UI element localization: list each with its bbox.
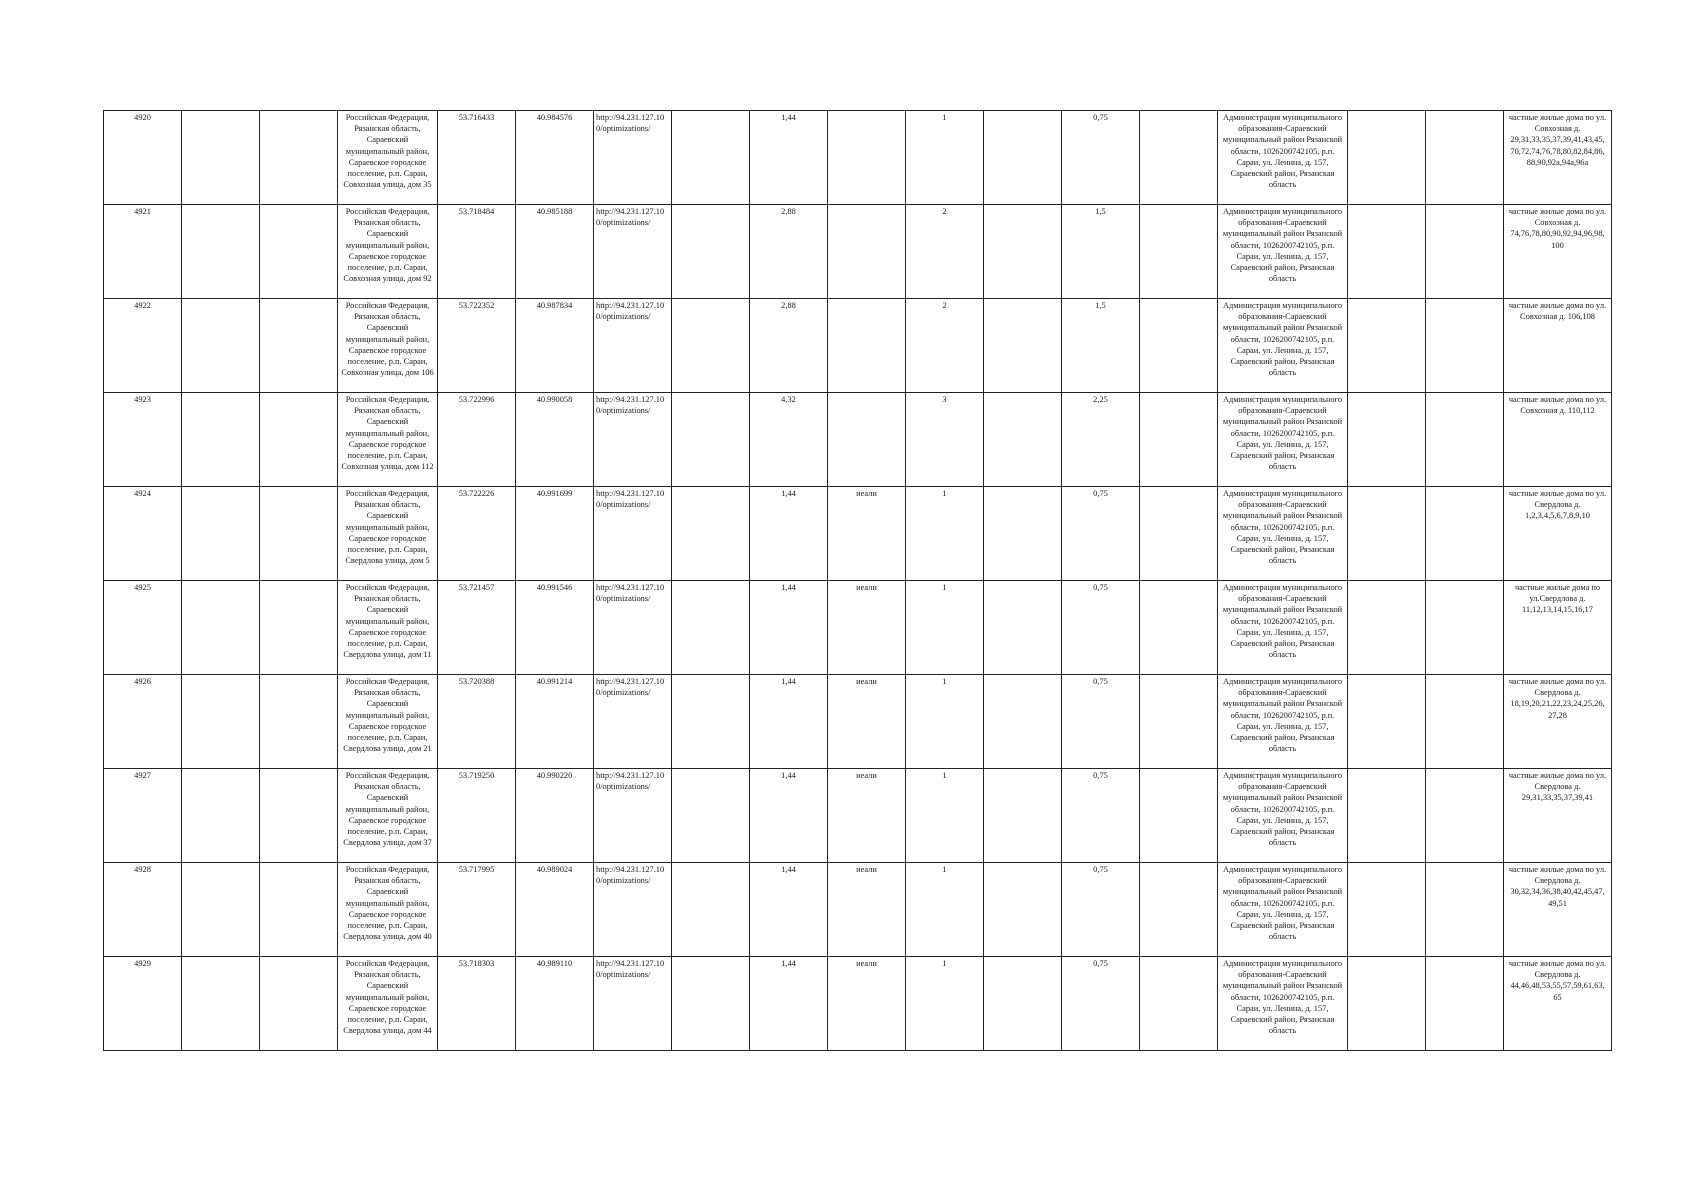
container-volume-cell: 0,75 xyxy=(1062,487,1140,581)
empty-cell xyxy=(260,863,338,957)
table-row xyxy=(104,863,1612,957)
table-row xyxy=(104,581,1612,675)
empty-cell xyxy=(182,487,260,581)
empty-cell xyxy=(672,581,750,675)
empty-cell xyxy=(182,393,260,487)
empty-cell xyxy=(672,205,750,299)
empty-cell xyxy=(1348,111,1426,205)
area-cell: 1,44 xyxy=(750,581,828,675)
address-cell: Российская Федерация, Рязанская область, Сараевский муниципальный район, Сараевское городское поселение, р.п. Сараи, Свердлова улица, дом 37 xyxy=(338,769,438,863)
record-id-cell: 4927 xyxy=(104,769,182,863)
empty-cell xyxy=(1140,957,1218,1051)
empty-cell xyxy=(984,299,1062,393)
record-id-cell: 4924 xyxy=(104,487,182,581)
table-body xyxy=(104,111,1612,1051)
address-cell: Российская Федерация, Рязанская область, Сараевский муниципальный район, Сараевское городское поселение, р.п. Сараи, Свердлова улица, дом 5 xyxy=(338,487,438,581)
container-count-cell: 1 xyxy=(906,487,984,581)
latitude-cell: 53.717995 xyxy=(438,863,516,957)
record-id-cell: 4925 xyxy=(104,581,182,675)
empty-cell xyxy=(1140,863,1218,957)
cover-type-cell: иеали xyxy=(828,581,906,675)
empty-cell xyxy=(182,111,260,205)
table-row xyxy=(104,299,1612,393)
record-id-cell: 4920 xyxy=(104,111,182,205)
empty-cell xyxy=(1140,111,1218,205)
container-count-cell: 2 xyxy=(906,299,984,393)
container-count-cell: 1 xyxy=(906,957,984,1051)
empty-cell xyxy=(672,863,750,957)
latitude-cell: 53.718484 xyxy=(438,205,516,299)
empty-cell xyxy=(1426,111,1504,205)
container-volume-cell: 1,5 xyxy=(1062,205,1140,299)
empty-cell xyxy=(1426,299,1504,393)
container-volume-cell: 1,5 xyxy=(1062,299,1140,393)
empty-cell xyxy=(984,863,1062,957)
empty-cell xyxy=(1426,205,1504,299)
container-volume-cell: 0,75 xyxy=(1062,863,1140,957)
empty-cell xyxy=(1348,581,1426,675)
owner-cell: Администрация муниципального образования-Сараевский муниципальный район Рязанской области, 1026200742105, р.п. Сараи, ул. Ленина, д. 157, Сараевский район, Рязанская область xyxy=(1218,487,1348,581)
area-cell: 1,44 xyxy=(750,675,828,769)
container-volume-cell: 2,25 xyxy=(1062,393,1140,487)
container-count-cell: 3 xyxy=(906,393,984,487)
cover-type-cell xyxy=(828,393,906,487)
empty-cell xyxy=(1426,675,1504,769)
record-id-cell: 4923 xyxy=(104,393,182,487)
empty-cell xyxy=(260,675,338,769)
cover-type-cell: иеали xyxy=(828,957,906,1051)
waste-sources-cell: частные жилые дома по ул. Совхозная д. 110,112 xyxy=(1504,393,1612,487)
owner-cell: Администрация муниципального образования-Сараевский муниципальный район Рязанской области, 1026200742105, р.п. Сараи, ул. Ленина, д. 157, Сараевский район, Рязанская область xyxy=(1218,205,1348,299)
owner-cell: Администрация муниципального образования-Сараевский муниципальный район Рязанской области, 1026200742105, р.п. Сараи, ул. Ленина, д. 157, Сараевский район, Рязанская область xyxy=(1218,957,1348,1051)
empty-cell xyxy=(260,393,338,487)
longitude-cell: 40.990220 xyxy=(516,769,594,863)
area-cell: 4,32 xyxy=(750,393,828,487)
address-cell: Российская Федерация, Рязанская область, Сараевский муниципальный район, Сараевское городское поселение, р.п. Сараи, Совхозная улица, дом 35 xyxy=(338,111,438,205)
scheme-link-cell: http://94.231.127.10 0/optimizations/ xyxy=(594,769,672,863)
table-row xyxy=(104,487,1612,581)
empty-cell xyxy=(1426,769,1504,863)
container-volume-cell: 0,75 xyxy=(1062,957,1140,1051)
longitude-cell: 40.984576 xyxy=(516,111,594,205)
cover-type-cell: иеали xyxy=(828,675,906,769)
empty-cell xyxy=(1426,581,1504,675)
empty-cell xyxy=(260,205,338,299)
empty-cell xyxy=(984,769,1062,863)
scheme-link-cell: http://94.231.127.10 0/optimizations/ xyxy=(594,393,672,487)
waste-sources-cell: частные жилые дома по ул. Совхозная д. 74,76,78,80,90,92,94,96,98, 100 xyxy=(1504,205,1612,299)
empty-cell xyxy=(260,487,338,581)
container-count-cell: 1 xyxy=(906,769,984,863)
empty-cell xyxy=(984,675,1062,769)
container-count-cell: 1 xyxy=(906,863,984,957)
owner-cell: Администрация муниципального образования-Сараевский муниципальный район Рязанской области, 1026200742105, р.п. Сараи, ул. Ленина, д. 157, Сараевский район, Рязанская область xyxy=(1218,111,1348,205)
empty-cell xyxy=(1348,957,1426,1051)
cover-type-cell xyxy=(828,299,906,393)
empty-cell xyxy=(182,205,260,299)
table-row xyxy=(104,769,1612,863)
record-id-cell: 4922 xyxy=(104,299,182,393)
waste-sources-cell: частные жилые дома по ул. Свердлова д. 30,32,34,36,38,40,42,45,47, 49,51 xyxy=(1504,863,1612,957)
address-cell: Российская Федерация, Рязанская область, Сараевский муниципальный район, Сараевское городское поселение, р.п. Сараи, Свердлова улица, дом 11 xyxy=(338,581,438,675)
cover-type-cell: иеали xyxy=(828,769,906,863)
latitude-cell: 53.722996 xyxy=(438,393,516,487)
container-volume-cell: 0,75 xyxy=(1062,769,1140,863)
table-row xyxy=(104,957,1612,1051)
empty-cell xyxy=(1348,487,1426,581)
owner-cell: Администрация муниципального образования-Сараевский муниципальный район Рязанской области, 1026200742105, р.п. Сараи, ул. Ленина, д. 157, Сараевский район, Рязанская область xyxy=(1218,675,1348,769)
empty-cell xyxy=(1426,957,1504,1051)
scheme-link-cell: http://94.231.127.10 0/optimizations/ xyxy=(594,487,672,581)
empty-cell xyxy=(1140,393,1218,487)
area-cell: 1,44 xyxy=(750,111,828,205)
cover-type-cell xyxy=(828,205,906,299)
empty-cell xyxy=(1348,863,1426,957)
record-id-cell: 4928 xyxy=(104,863,182,957)
waste-sources-cell: частные жилые дома по ул. Свердлова д. 44,46,48,53,55,57,59,61,63, 65 xyxy=(1504,957,1612,1051)
record-id-cell: 4926 xyxy=(104,675,182,769)
empty-cell xyxy=(984,957,1062,1051)
empty-cell xyxy=(672,957,750,1051)
empty-cell xyxy=(260,769,338,863)
longitude-cell: 40.991699 xyxy=(516,487,594,581)
empty-cell xyxy=(182,863,260,957)
longitude-cell: 40.985188 xyxy=(516,205,594,299)
address-cell: Российская Федерация, Рязанская область, Сараевский муниципальный район, Сараевское городское поселение, р.п. Сараи, Совхозная улица, дом 112 xyxy=(338,393,438,487)
longitude-cell: 40.991214 xyxy=(516,675,594,769)
waste-sources-cell: частные жилые дома по ул. Свердлова д. 18,19,20,21,22,23,24,25,26, 27,28 xyxy=(1504,675,1612,769)
empty-cell xyxy=(182,769,260,863)
area-cell: 2,88 xyxy=(750,205,828,299)
address-cell: Российская Федерация, Рязанская область, Сараевский муниципальный район, Сараевское городское поселение, р.п. Сараи, Совхозная улица, дом 106 xyxy=(338,299,438,393)
table-row xyxy=(104,205,1612,299)
empty-cell xyxy=(984,393,1062,487)
cover-type-cell: иеали xyxy=(828,487,906,581)
area-cell: 1,44 xyxy=(750,487,828,581)
scheme-link-cell: http://94.231.127.10 0/optimizations/ xyxy=(594,205,672,299)
empty-cell xyxy=(260,111,338,205)
address-cell: Российская Федерация, Рязанская область, Сараевский муниципальный район, Сараевское городское поселение, р.п. Сараи, Совхозная улица, дом 92 xyxy=(338,205,438,299)
area-cell: 1,44 xyxy=(750,863,828,957)
latitude-cell: 53.719250 xyxy=(438,769,516,863)
area-cell: 2,88 xyxy=(750,299,828,393)
empty-cell xyxy=(1348,769,1426,863)
empty-cell xyxy=(182,957,260,1051)
empty-cell xyxy=(182,675,260,769)
area-cell: 1,44 xyxy=(750,957,828,1051)
scheme-link-cell: http://94.231.127.10 0/optimizations/ xyxy=(594,111,672,205)
record-id-cell: 4921 xyxy=(104,205,182,299)
scheme-link-cell: http://94.231.127.10 0/optimizations/ xyxy=(594,299,672,393)
container-volume-cell: 0,75 xyxy=(1062,581,1140,675)
empty-cell xyxy=(984,581,1062,675)
empty-cell xyxy=(1426,863,1504,957)
longitude-cell: 40.989024 xyxy=(516,863,594,957)
cover-type-cell xyxy=(828,111,906,205)
waste-sources-cell: частные жилые дома по ул. Совхозная д. 29,31,33,35,37,39,41,43,45, 70,72,74,76,78,80,82,84,86, 88,90,92а,94а,96а xyxy=(1504,111,1612,205)
empty-cell xyxy=(984,205,1062,299)
empty-cell xyxy=(1140,205,1218,299)
waste-sources-cell: частные жилые дома по ул. Свердлова д. 1,2,3,4,5,6,7,8,9,10 xyxy=(1504,487,1612,581)
owner-cell: Администрация муниципального образования-Сараевский муниципальный район Рязанской области, 1026200742105, р.п. Сараи, ул. Ленина, д. 157, Сараевский район, Рязанская область xyxy=(1218,393,1348,487)
owner-cell: Администрация муниципального образования-Сараевский муниципальный район Рязанской области, 1026200742105, р.п. Сараи, ул. Ленина, д. 157, Сараевский район, Рязанская область xyxy=(1218,769,1348,863)
empty-cell xyxy=(182,581,260,675)
table-row xyxy=(104,393,1612,487)
container-sites-table xyxy=(103,110,1612,1051)
container-volume-cell: 0,75 xyxy=(1062,111,1140,205)
empty-cell xyxy=(1348,205,1426,299)
table-row xyxy=(104,111,1612,205)
area-cell: 1,44 xyxy=(750,769,828,863)
empty-cell xyxy=(260,581,338,675)
table-row xyxy=(104,675,1612,769)
empty-cell xyxy=(672,769,750,863)
empty-cell xyxy=(1140,769,1218,863)
record-id-cell: 4929 xyxy=(104,957,182,1051)
empty-cell xyxy=(672,393,750,487)
container-count-cell: 1 xyxy=(906,581,984,675)
empty-cell xyxy=(672,299,750,393)
empty-cell xyxy=(672,675,750,769)
longitude-cell: 40.987834 xyxy=(516,299,594,393)
longitude-cell: 40.990058 xyxy=(516,393,594,487)
scheme-link-cell: http://94.231.127.10 0/optimizations/ xyxy=(594,957,672,1051)
waste-sources-cell: частные жилые дома по ул.Свердлова д. 11,12,13,14,15,16,17 xyxy=(1504,581,1612,675)
scheme-link-cell: http://94.231.127.10 0/optimizations/ xyxy=(594,863,672,957)
empty-cell xyxy=(1348,393,1426,487)
latitude-cell: 53.716433 xyxy=(438,111,516,205)
longitude-cell: 40.989110 xyxy=(516,957,594,1051)
scheme-link-cell: http://94.231.127.10 0/optimizations/ xyxy=(594,675,672,769)
waste-sources-cell: частные жилые дома по ул. Свердлова д. 29,31,33,35,37,39,41 xyxy=(1504,769,1612,863)
empty-cell xyxy=(1140,581,1218,675)
latitude-cell: 53.722226 xyxy=(438,487,516,581)
scheme-link-cell: http://94.231.127.10 0/optimizations/ xyxy=(594,581,672,675)
cover-type-cell: иеали xyxy=(828,863,906,957)
container-count-cell: 1 xyxy=(906,111,984,205)
latitude-cell: 53.722352 xyxy=(438,299,516,393)
empty-cell xyxy=(1348,675,1426,769)
latitude-cell: 53.721457 xyxy=(438,581,516,675)
container-count-cell: 2 xyxy=(906,205,984,299)
container-count-cell: 1 xyxy=(906,675,984,769)
owner-cell: Администрация муниципального образования-Сараевский муниципальный район Рязанской области, 1026200742105, р.п. Сараи, ул. Ленина, д. 157, Сараевский район, Рязанская область xyxy=(1218,863,1348,957)
owner-cell: Администрация муниципального образования-Сараевский муниципальный район Рязанской области, 1026200742105, р.п. Сараи, ул. Ленина, д. 157, Сараевский район, Рязанская область xyxy=(1218,299,1348,393)
empty-cell xyxy=(984,111,1062,205)
empty-cell xyxy=(1426,393,1504,487)
container-volume-cell: 0,75 xyxy=(1062,675,1140,769)
address-cell: Российская Федерация, Рязанская область, Сараевский муниципальный район, Сараевское городское поселение, р.п. Сараи, Свердлова улица, дом 21 xyxy=(338,675,438,769)
empty-cell xyxy=(1140,487,1218,581)
waste-sources-cell: частные жилые дома по ул. Совхозная д. 106,108 xyxy=(1504,299,1612,393)
empty-cell xyxy=(260,299,338,393)
empty-cell xyxy=(182,299,260,393)
longitude-cell: 40.991546 xyxy=(516,581,594,675)
empty-cell xyxy=(672,487,750,581)
owner-cell: Администрация муниципального образования-Сараевский муниципальный район Рязанской области, 1026200742105, р.п. Сараи, ул. Ленина, д. 157, Сараевский район, Рязанская область xyxy=(1218,581,1348,675)
empty-cell xyxy=(672,111,750,205)
empty-cell xyxy=(1140,675,1218,769)
empty-cell xyxy=(260,957,338,1051)
empty-cell xyxy=(1140,299,1218,393)
address-cell: Российская Федерация, Рязанская область, Сараевский муниципальный район, Сараевское городское поселение, р.п. Сараи, Свердлова улица, дом 44 xyxy=(338,957,438,1051)
latitude-cell: 53.718303 xyxy=(438,957,516,1051)
empty-cell xyxy=(1348,299,1426,393)
empty-cell xyxy=(1426,487,1504,581)
empty-cell xyxy=(984,487,1062,581)
address-cell: Российская Федерация, Рязанская область, Сараевский муниципальный район, Сараевское городское поселение, р.п. Сараи, Свердлова улица, дом 40 xyxy=(338,863,438,957)
latitude-cell: 53.720388 xyxy=(438,675,516,769)
